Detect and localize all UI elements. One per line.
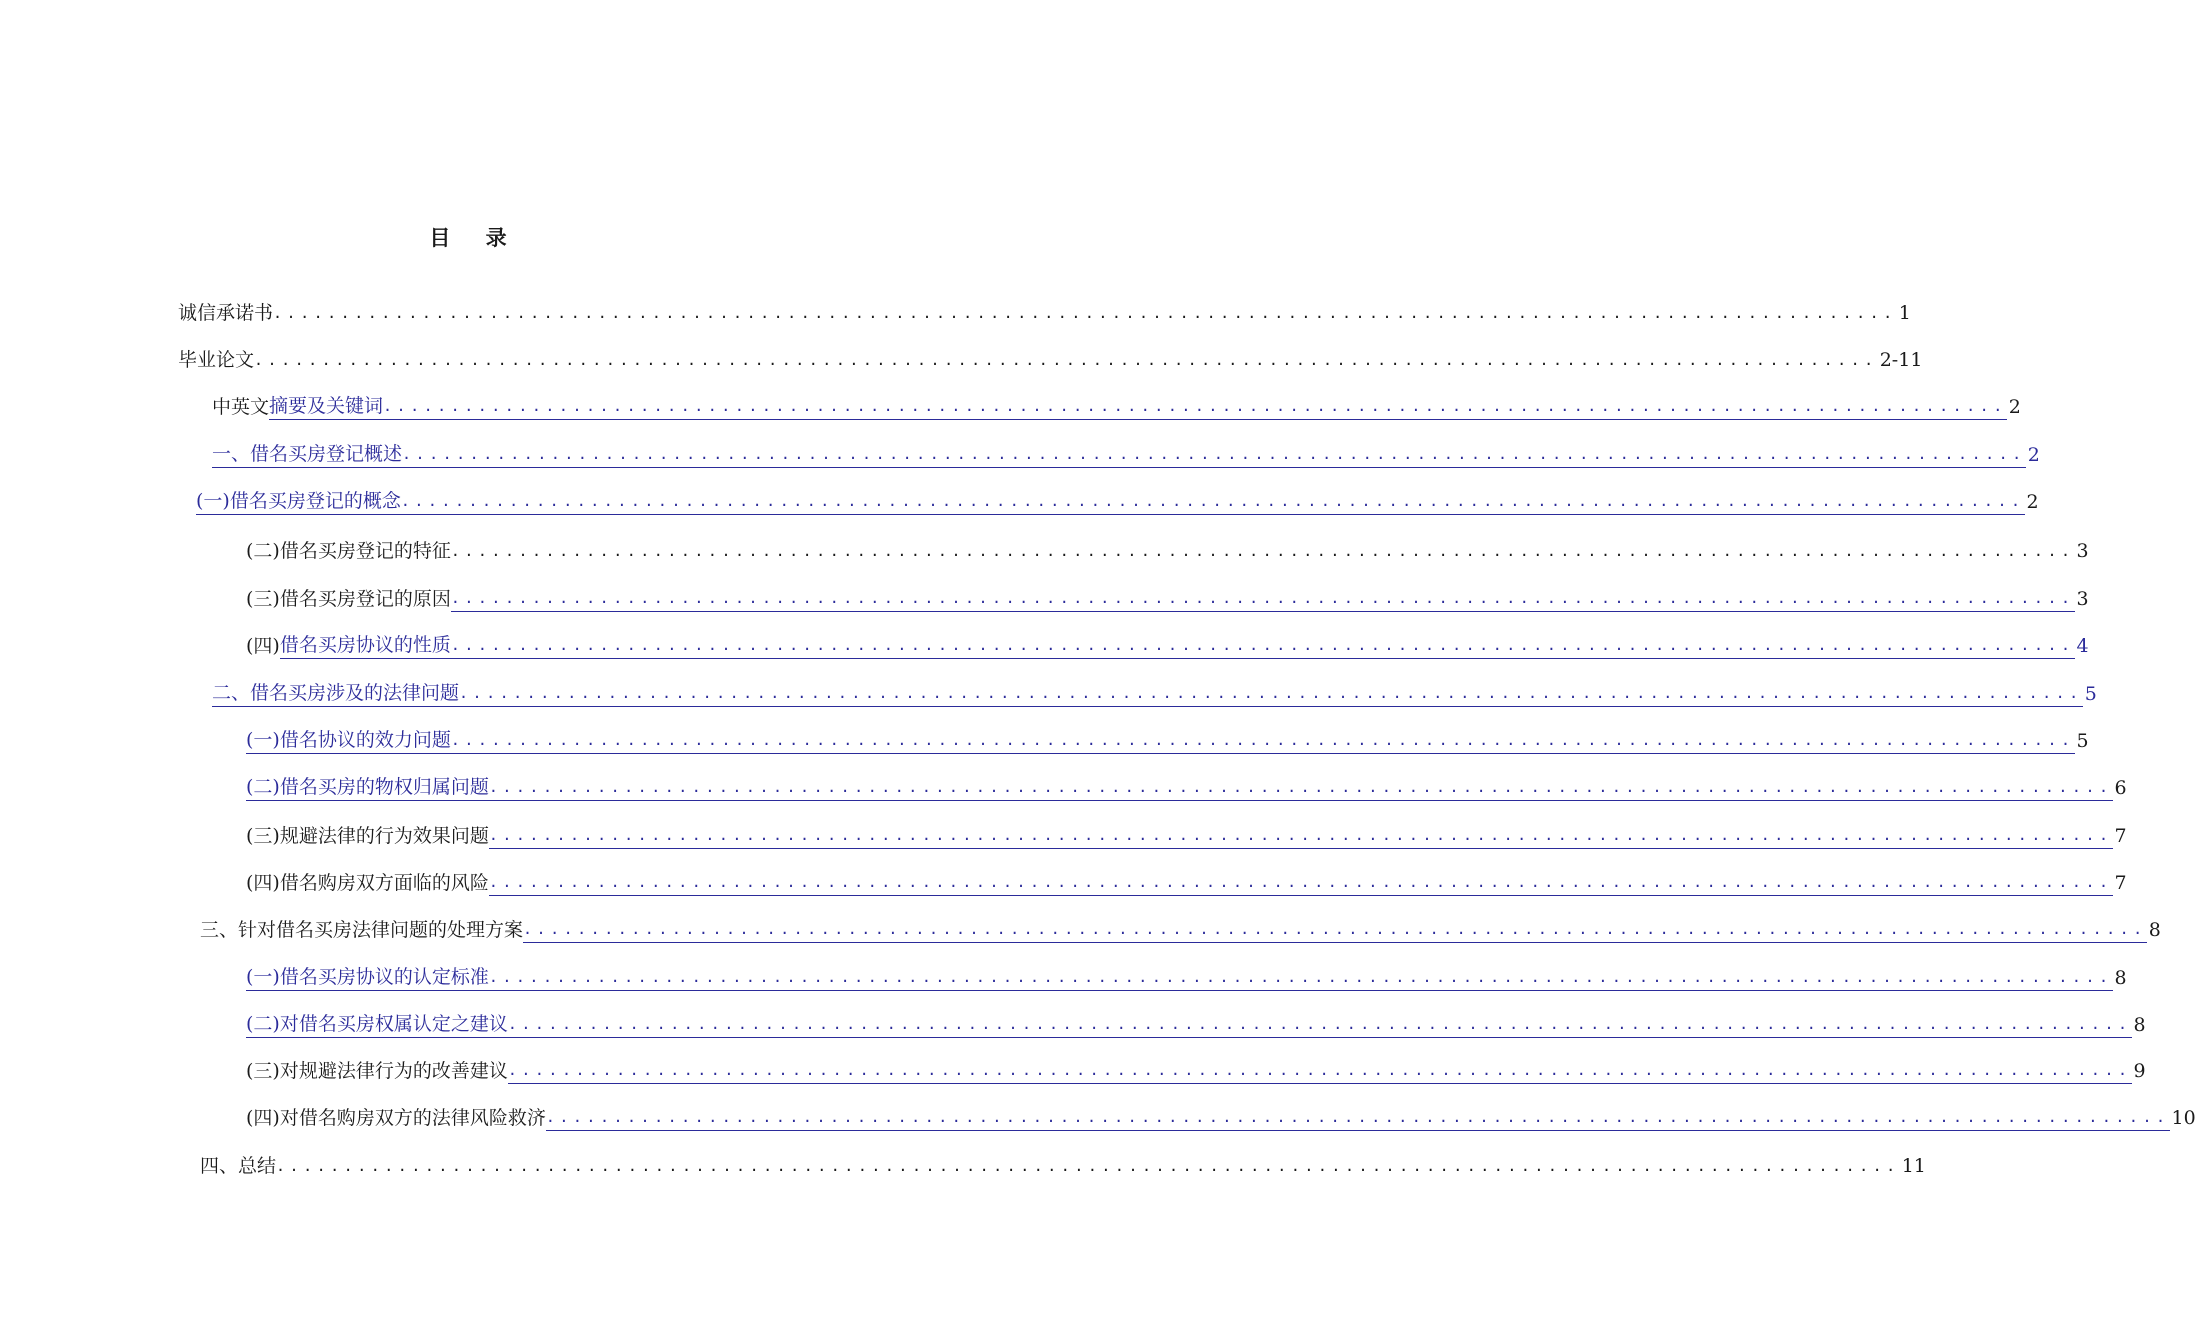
toc-leader-dots: ........................................................................................................................ (523, 916, 2147, 943)
toc-leader-dots: ........................................................................................................................ (450, 542, 2075, 560)
toc-entry-text: (三)借名买房登记的原因 (246, 588, 451, 610)
toc-entry (200, 1149, 1926, 1179)
toc-entry (178, 343, 1923, 373)
toc-leader-dots: ........................................................................................................................ (254, 351, 1878, 369)
toc-entry[interactable] (212, 677, 2097, 707)
toc-entry-link[interactable]: (一)借名买房协议的认定标准 (246, 964, 489, 991)
toc-leader-dots: ........................................................................................................................ (273, 304, 1897, 322)
toc-leader-dots: ........................................................................................................................ (451, 727, 2075, 754)
toc-entry-link[interactable]: 一、借名买房登记概述 (212, 441, 402, 468)
toc-page-number: 9 (2133, 1060, 2146, 1082)
toc-leader-dots: ........................................................................................................................ (489, 964, 2113, 991)
toc-entry-link[interactable]: 借名买房协议的性质 (280, 632, 451, 659)
toc-entry-link[interactable]: (二)借名买房的物权归属问题 (246, 774, 489, 801)
toc-page-number: 10 (2171, 1107, 2196, 1129)
toc-leader-dots: ........................................................................................................................ (276, 1157, 1900, 1175)
toc-entry-link[interactable]: 摘要及关键词 (269, 393, 383, 420)
toc-entry (246, 534, 2089, 564)
toc-page-number: 8 (2114, 967, 2127, 989)
toc-leader-dots: ........................................................................................................................ (546, 1104, 2170, 1131)
toc-entry (246, 819, 2127, 849)
toc-page-number: 3 (2076, 540, 2089, 562)
toc-page-number: 2-11 (1879, 349, 1923, 371)
toc-page-number: 5 (2084, 683, 2097, 705)
toc-leader-dots: ........................................................................................................................ (451, 585, 2075, 612)
toc-entry (246, 582, 2089, 612)
toc-page-number: 7 (2114, 825, 2127, 847)
toc-entry (246, 866, 2127, 896)
toc-page-number: 2 (2008, 396, 2021, 418)
toc-page-number: 3 (2076, 588, 2089, 610)
toc-leader-dots: ........................................................................................................................ (508, 1057, 2132, 1084)
toc-entry-text: (三)对规避法律行为的改善建议 (246, 1060, 508, 1082)
toc-leader-dots: ........................................................................................................................ (459, 680, 2083, 707)
toc-entry (178, 296, 1911, 326)
toc-entry-text: 中英文 (212, 396, 270, 418)
toc-entry[interactable] (212, 390, 2021, 420)
toc-entry (200, 913, 2161, 943)
toc-leader-dots: ........................................................................................................................ (401, 488, 2025, 515)
toc-entry (246, 1054, 2146, 1084)
toc-leader-dots: ........................................................................................................................ (489, 822, 2113, 849)
toc-entry-link[interactable]: (一)借名协议的效力问题 (246, 727, 451, 754)
toc-entry-text: 毕业论文 (178, 349, 255, 371)
toc-leader-dots: ........................................................................................................................ (508, 1011, 2132, 1038)
toc-entry[interactable] (212, 438, 2040, 468)
toc-entry-text: (三)规避法律的行为效果问题 (246, 825, 489, 847)
toc-page-number: 7 (2114, 872, 2127, 894)
toc-entry (246, 1101, 2196, 1131)
toc-entry-text: (二)借名买房登记的特征 (246, 540, 451, 562)
toc-entry[interactable] (246, 629, 2089, 659)
toc-leader-dots: ........................................................................................................................ (489, 774, 2113, 801)
toc-page-number: 4 (2076, 635, 2089, 657)
toc-page-number: 6 (2114, 777, 2127, 799)
toc-page-number: 11 (1901, 1155, 1926, 1177)
toc-entry-text: 三、针对借名买房法律问题的处理方案 (200, 919, 524, 941)
toc-entry[interactable] (246, 1008, 2146, 1038)
toc-page-number: 2 (2026, 491, 2039, 513)
toc-leader-dots: ........................................................................................................................ (383, 393, 2007, 420)
toc-entry[interactable] (246, 724, 2089, 754)
toc-entry[interactable] (246, 961, 2127, 991)
page-title: 目 录 (429, 226, 521, 250)
toc-entry[interactable] (246, 771, 2127, 801)
toc-entry-text: (四)对借名购房双方的法律风险救济 (246, 1107, 546, 1129)
toc-entry-text: (四) (246, 635, 280, 657)
toc-entry[interactable] (196, 485, 2039, 515)
toc-page-number: 1 (1898, 302, 1911, 324)
toc-leader-dots: ........................................................................................................................ (451, 632, 2075, 659)
toc-page-number: 5 (2076, 730, 2089, 752)
toc-entry-link[interactable]: (二)对借名买房权属认定之建议 (246, 1011, 508, 1038)
toc-entry-link[interactable]: (一)借名买房登记的概念 (196, 488, 401, 515)
toc-page-number: 8 (2133, 1014, 2146, 1036)
toc-entry-text: 四、总结 (200, 1155, 277, 1177)
toc-leader-dots: ........................................................................................................................ (402, 441, 2026, 468)
toc-page-number: 2 (2027, 444, 2040, 466)
toc-entry-text: 诚信承诺书 (178, 302, 274, 324)
toc-leader-dots: ........................................................................................................................ (489, 869, 2113, 896)
toc-page-number: 8 (2148, 919, 2161, 941)
toc-entry-link[interactable]: 二、借名买房涉及的法律问题 (212, 680, 459, 707)
toc-entry-text: (四)借名购房双方面临的风险 (246, 872, 489, 894)
